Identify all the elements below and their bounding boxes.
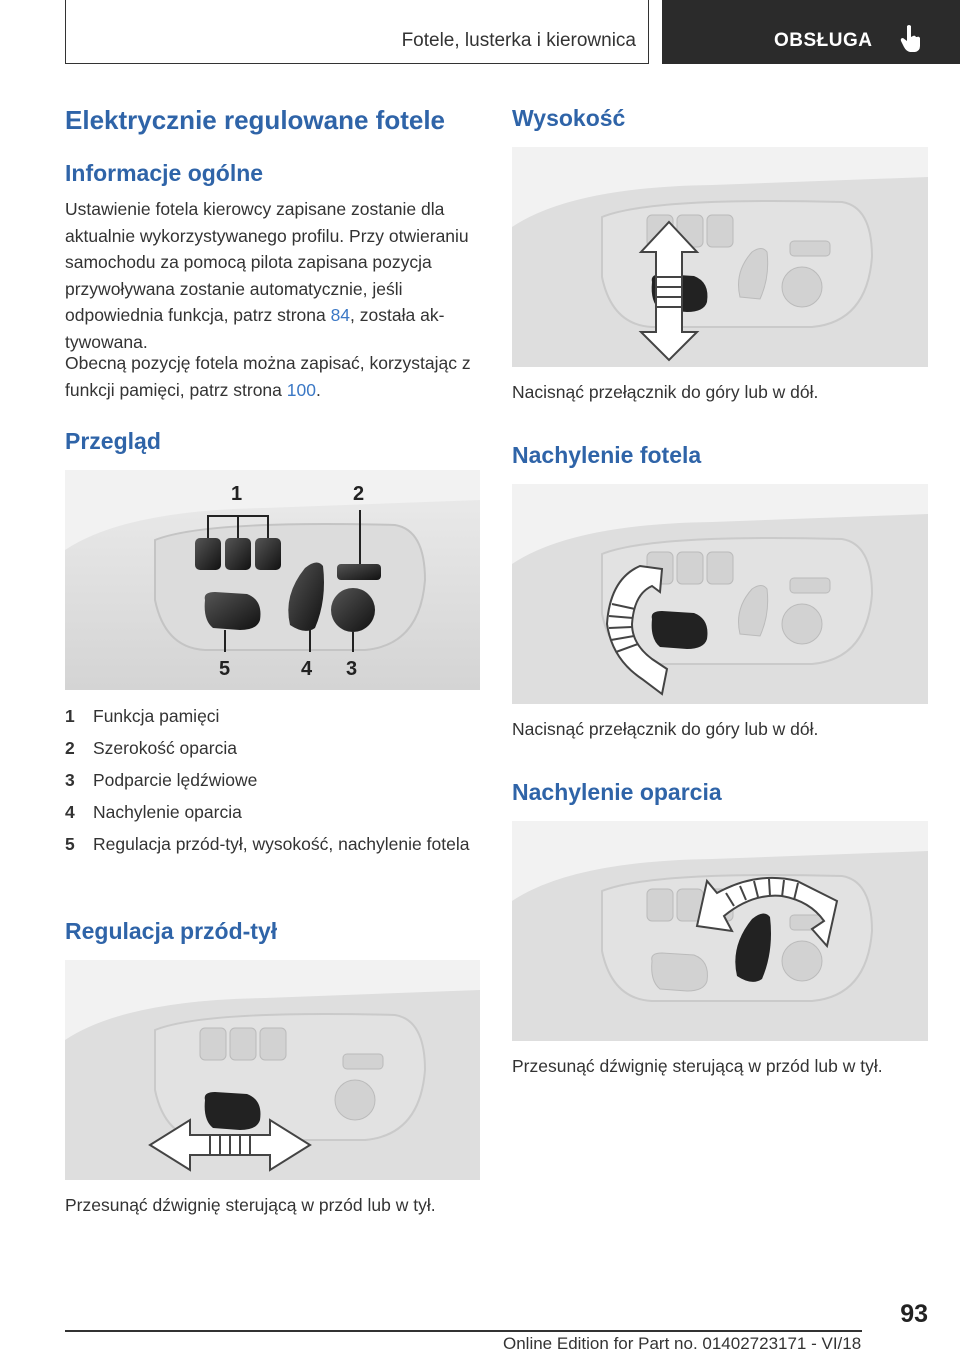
- memory-text-end: .: [315, 379, 321, 400]
- legend-number: 3: [65, 770, 75, 790]
- header-section-tab[interactable]: [662, 0, 960, 64]
- heading-backrest-tilt: Nachylenie oparcia: [512, 779, 722, 805]
- footer-edition-text: Online Edition for Part no. 01402723171 - VI/18: [503, 1334, 862, 1353]
- hand-pointer-icon: [900, 24, 922, 54]
- backrest-tilt-image: [512, 821, 928, 1041]
- backrest-tilt-caption: Przesunąć dźwignię sterującą w przód lub w tył.: [512, 1056, 883, 1076]
- heading-seat-tilt: Nachylenie fotela: [512, 442, 702, 468]
- general-paragraph-2: [65, 350, 480, 403]
- legend-item: [65, 831, 480, 857]
- page-link-84[interactable]: 84: [330, 305, 351, 325]
- overview-callout-1: 1: [231, 483, 243, 505]
- overview-legend: [65, 703, 480, 863]
- legend-item: [65, 735, 480, 761]
- memory-text: Obecną pozycję fotela można zapisać, korzystając z funkcji pamięci, patrz strona: [65, 353, 471, 400]
- height-adjustment-image: [512, 147, 928, 367]
- overview-callout-5: 5: [219, 658, 231, 680]
- heading-height: Wysokość: [512, 105, 626, 131]
- overview-seat-controls-image: [65, 470, 480, 690]
- seat-tilt-caption: Nacisnąć przełącznik do góry lub w dół.: [512, 719, 819, 739]
- legend-text: Regulacja przód-tył, wysokość, nachylenie fotela: [93, 834, 470, 854]
- legend-text: Podparcie lędźwiowe: [93, 770, 258, 790]
- fore-aft-adjustment-image: [65, 960, 480, 1180]
- fore-aft-caption: Przesunąć dźwignię sterującą w przód lub w tył.: [65, 1195, 436, 1215]
- overview-callout-2: 2: [353, 483, 365, 505]
- legend-text: Szerokość oparcia: [93, 738, 237, 758]
- legend-text: Funkcja pamięci: [93, 706, 220, 726]
- legend-number: 2: [65, 738, 75, 758]
- seat-tilt-image: [512, 484, 928, 704]
- chapter-title: Fotele, lusterka i kierownica: [401, 30, 636, 51]
- legend-item: [65, 799, 480, 825]
- page-number: 93: [900, 1300, 928, 1328]
- heading-overview: Przegląd: [65, 428, 161, 454]
- legend-item: [65, 767, 480, 793]
- header-chapter-box: [65, 0, 649, 64]
- heading-general-info: Informacje ogólne: [65, 160, 264, 186]
- heading-fore-aft: Regulacja przód-tył: [65, 918, 278, 944]
- general-text: Ustawienie fotela kierowcy zapisane zostanie dla aktualnie wykorzystywanego profilu. Przy otwieraniu samochodu za pomocą pilota zapisana pozycja przywoływana zostanie automatycznie, jeśli odpowiednia funkcja, patrz strona: [65, 199, 469, 325]
- legend-number: 5: [65, 834, 75, 854]
- section-label: OBSŁUGA: [774, 30, 873, 51]
- footer-divider: [65, 1330, 862, 1332]
- overview-callout-4: 4: [301, 658, 313, 680]
- legend-number: 1: [65, 706, 75, 726]
- height-caption: Nacisnąć przełącznik do góry lub w dół.: [512, 382, 819, 402]
- legend-number: 4: [65, 802, 75, 822]
- page-link-100[interactable]: 100: [286, 379, 316, 400]
- general-paragraph-1: [65, 196, 480, 355]
- legend-item: [65, 703, 480, 729]
- legend-text: Nachylenie oparcia: [93, 802, 242, 822]
- general-text-end: , została aktywowana.: [65, 305, 445, 352]
- main-title: Elektrycznie regulowane fotele: [65, 105, 446, 135]
- overview-callout-3: 3: [346, 658, 358, 680]
